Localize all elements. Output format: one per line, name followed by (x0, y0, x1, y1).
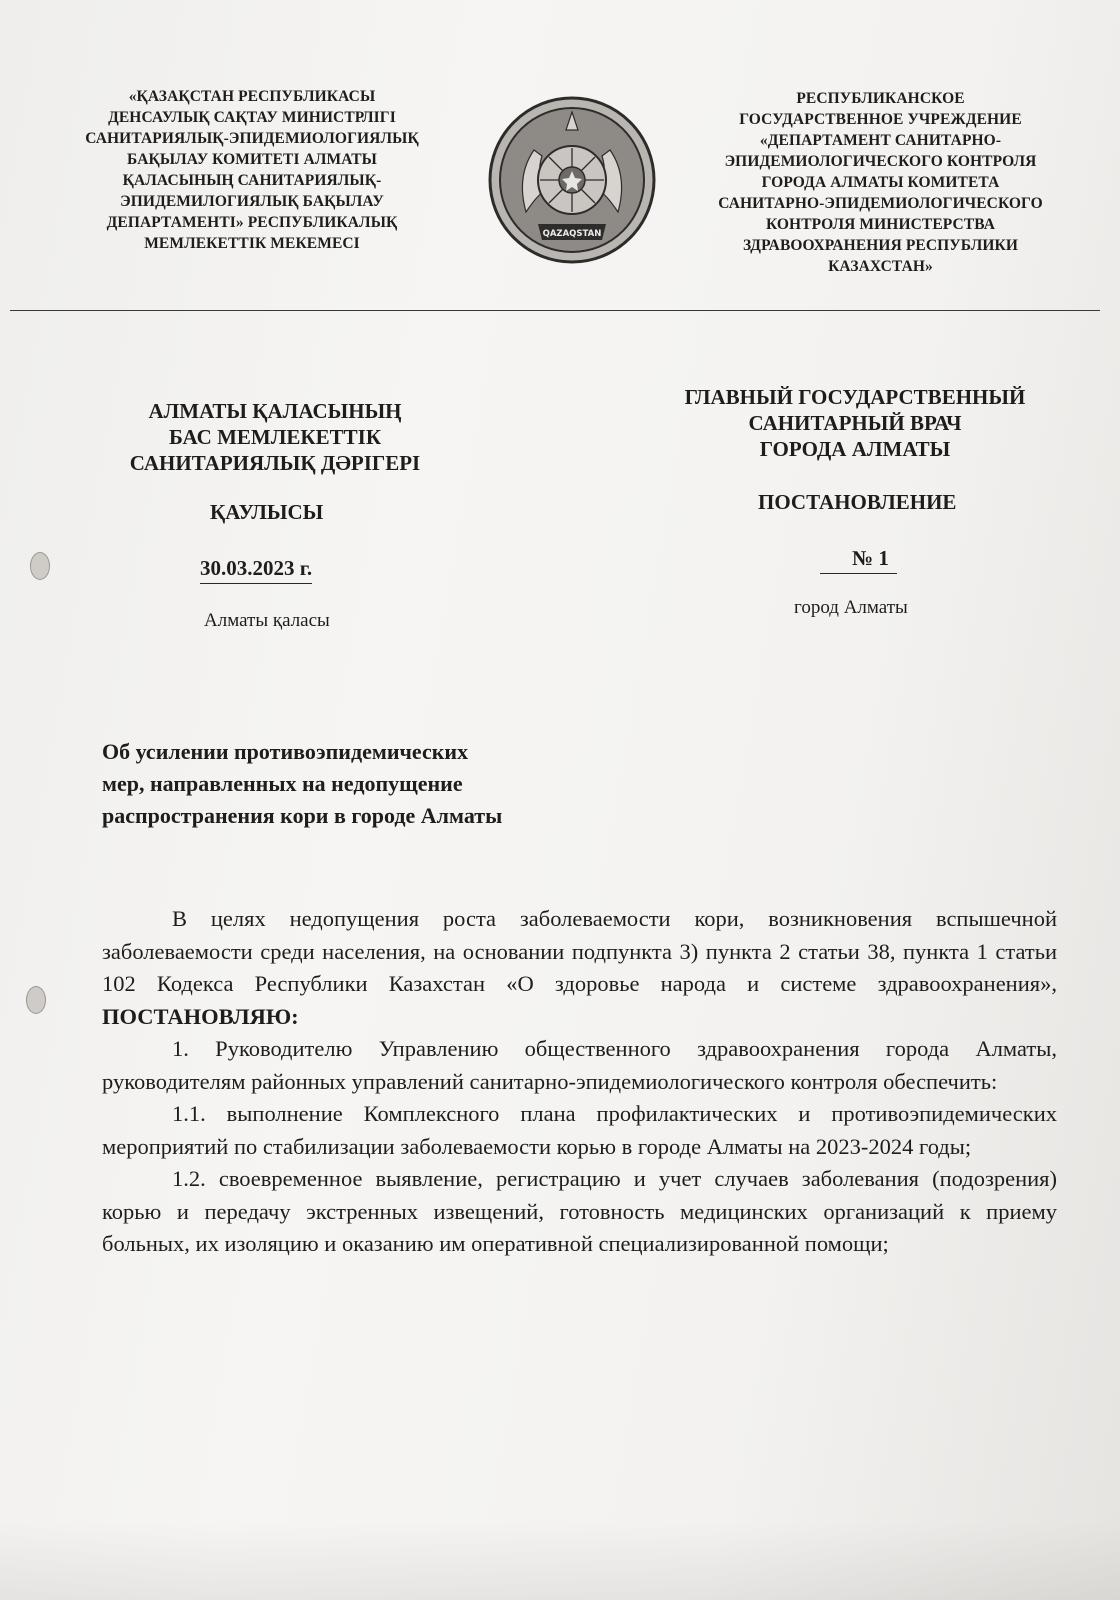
place-kazakh: Алматы қаласы (204, 610, 330, 631)
punch-hole (30, 552, 50, 580)
official-title-kazakh (85, 398, 465, 476)
doc-type-russian: ПОСТАНОВЛЕНИЕ (758, 490, 957, 514)
org-header-line: САНИТАРИЯЛЫҚ-ЭПИДЕМИОЛОГИЯЛЫҚ (85, 130, 419, 147)
punch-hole (26, 986, 46, 1014)
document-date: 30.03.2023 г. (200, 556, 312, 584)
title-line: БАС МЕМЛЕКЕТТІК (168, 425, 382, 449)
org-header-line: ГОСУДАРСТВЕННОЕ УЧРЕЖДЕНИЕ (739, 111, 1022, 128)
org-header-line: «ДЕПАРТАМЕНТ САНИТАРНО- (759, 132, 1002, 149)
title-line: ГОРОДА АЛМАТЫ (759, 437, 951, 461)
place-russian: город Алматы (794, 597, 908, 618)
org-header-line: ДЕНСАУЛЫҚ САҚТАУ МИНИСТРЛІГІ (108, 109, 396, 126)
preamble-paragraph (102, 903, 1057, 1033)
resolve-word: ПОСТАНОВЛЯЮ: (102, 1003, 299, 1029)
preamble-text: В целях недопущения роста заболеваемости кори, возникновения вспышечной заболеваемости среди населения, на основании подпункта 3) пункта 2 статьи 38, пункта 1 статьи 102 Кодекса Республики Казахстан «О здоровье народа и системе здравоохранения», (102, 906, 1057, 996)
org-header-russian (688, 88, 1073, 277)
title-line: САНИТАРИЯЛЫҚ ДӘРІГЕРІ (129, 451, 421, 475)
emblem-caption: QAZAQSTAN (542, 229, 602, 239)
item-paragraph: 1.1. выполнение Комплексного плана профилактических и противоэпидемических мероприятий по стабилизации заболеваемости корью в городе Алматы на 2023-2024 годы; (102, 1101, 1057, 1159)
title-line: ГЛАВНЫЙ ГОСУДАРСТВЕННЫЙ (684, 385, 1026, 409)
org-header-line: САНИТАРНО-ЭПИДЕМИОЛОГИЧЕСКОГО (718, 195, 1043, 212)
org-header-line: ДЕПАРТАМЕНТІ» РЕСПУБЛИКАЛЫҚ (106, 214, 398, 231)
document-subject (102, 736, 662, 832)
org-header-line: ҚАЛАСЫНЫҢ САНИТАРИЯЛЫҚ- (122, 172, 382, 189)
document-body (102, 903, 1057, 1261)
org-header-line: «ҚАЗАҚСТАН РЕСПУБЛИКАСЫ (128, 88, 376, 105)
title-line: АЛМАТЫ ҚАЛАСЫНЫҢ (148, 399, 402, 423)
title-line: САНИТАРНЫЙ ВРАЧ (748, 411, 962, 435)
subject-line: Об усилении противоэпидемических (102, 739, 469, 764)
header-divider (10, 310, 1100, 311)
official-title-russian (630, 384, 1080, 462)
document-number: № 1 (820, 546, 897, 574)
state-emblem-icon (486, 94, 658, 266)
org-header-line: МЕМЛЕКЕТТІК МЕКЕМЕСІ (144, 235, 360, 252)
org-header-line: ЭПИДЕМИЛОГИЯЛЫҚ БАҚЫЛАУ (120, 193, 384, 210)
subject-line: мер, направленных на недопущение (102, 771, 463, 796)
item-paragraph: 1.2. своевременное выявление, регистрацию и учет случаев заболевания (подозрения) корью и передачу экстренных извещений, готовность медицинских организаций к приему больных, их изоляцию и оказанию им оперативной специализированной помощи; (102, 1166, 1057, 1256)
subject-line: распространения кори в городе Алматы (102, 803, 503, 828)
org-header-line: РЕСПУБЛИКАНСКОЕ (796, 90, 965, 107)
org-header-line: ЭПИДЕМИОЛОГИЧЕСКОГО КОНТРОЛЯ (724, 153, 1037, 170)
item-paragraph: 1. Руководителю Управлению общественного здравоохранения города Алматы, руководителям районных управлений санитарно-эпидемиологического контроля обеспечить: (102, 1036, 1057, 1094)
org-header-line: БАҚЫЛАУ КОМИТЕТІ АЛМАТЫ (127, 151, 377, 168)
doc-type-kazakh: ҚАУЛЫСЫ (210, 500, 324, 524)
org-header-kazakh (62, 86, 442, 254)
org-header-line: КАЗАХСТАН» (828, 258, 933, 275)
org-header-line: ЗДРАВООХРАНЕНИЯ РЕСПУБЛИКИ (742, 237, 1019, 254)
org-header-line: ГОРОДА АЛМАТЫ КОМИТЕТА (761, 174, 1000, 191)
org-header-line: КОНТРОЛЯ МИНИСТЕРСТВА (765, 216, 996, 233)
page-shadow (0, 1520, 1120, 1600)
